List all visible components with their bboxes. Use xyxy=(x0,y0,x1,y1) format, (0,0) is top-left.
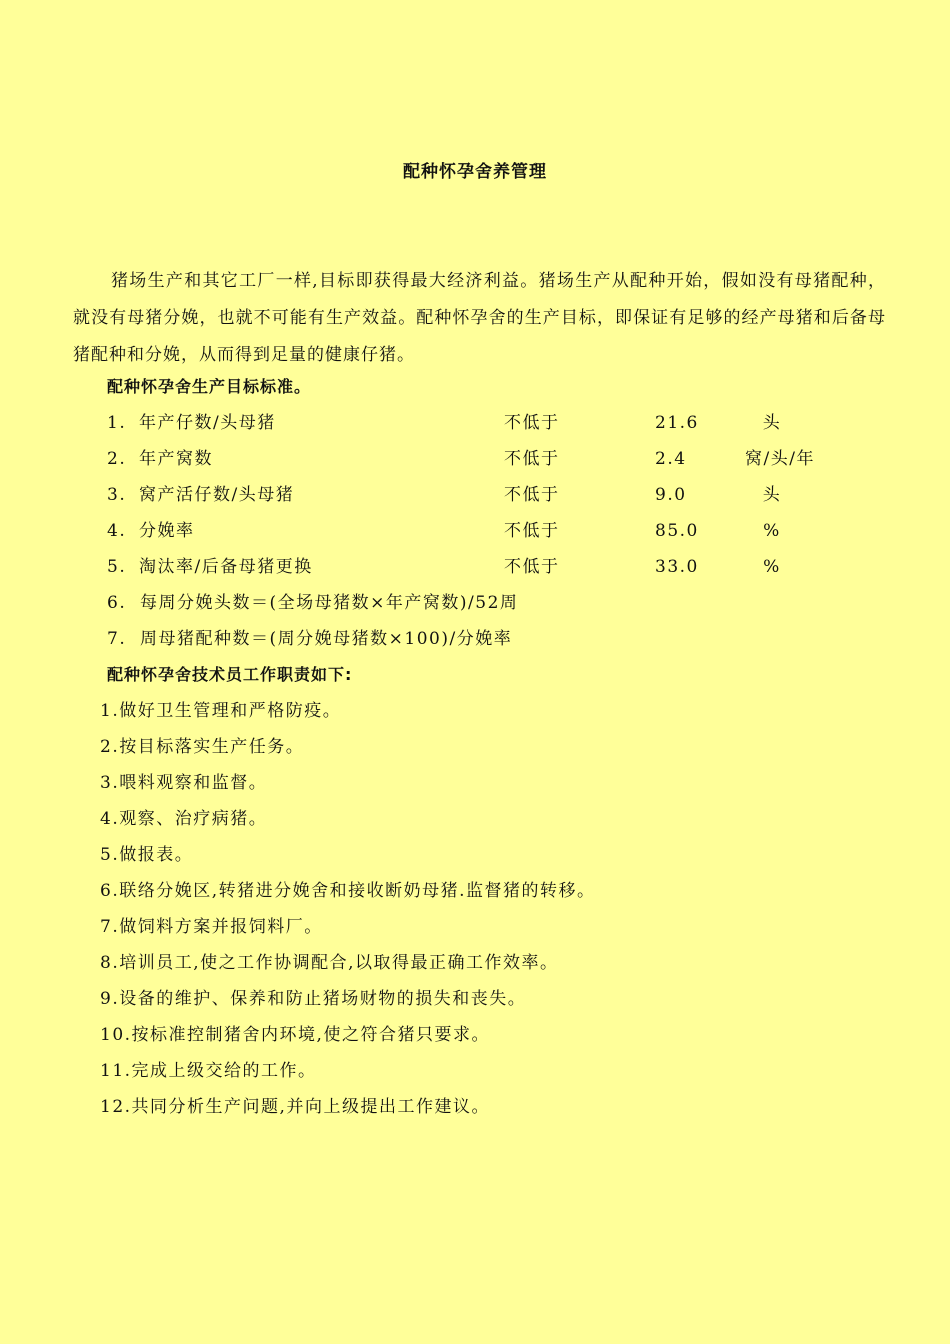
target-label: 分娩率 xyxy=(139,521,195,541)
target-number: 4. xyxy=(107,521,127,541)
target-unit: % xyxy=(763,521,781,541)
duty-item: 5.做报表。 xyxy=(100,845,194,865)
duty-item: 1.做好卫生管理和严格防疫。 xyxy=(100,701,342,721)
duty-item: 4.观察、治疗病猪。 xyxy=(100,809,268,829)
target-value: 21.6 xyxy=(655,413,699,433)
duty-item: 9.设备的维护、保养和防止猪场财物的损失和丧失。 xyxy=(100,989,527,1009)
target-value: 33.0 xyxy=(655,557,699,577)
target-value: 2.4 xyxy=(655,449,687,469)
target-unit: % xyxy=(763,557,781,577)
target-label: 窝产活仔数/头母猪 xyxy=(139,485,295,505)
formula-line: 6. 每周分娩头数＝(全场母猪数×年产窝数)/52周 xyxy=(107,593,519,613)
target-label: 淘汰率/后备母猪更换 xyxy=(139,557,313,577)
target-number: 1. xyxy=(107,413,127,433)
formula-line: 7. 周母猪配种数＝(周分娩母猪数×100)/分娩率 xyxy=(107,629,513,649)
target-unit: 窝/头/年 xyxy=(745,449,815,469)
intro-paragraph: 猪场生产和其它工厂一样,目标即获得最大经济利益。猪场生产从配种开始，假如没有母猪配种，就没有母猪分娩，也就不可能有生产效益。配种怀孕舍的生产目标，即保证有足够的经产母猪和后备母猪配种和分娩，从而得到足量的健康仔猪。 xyxy=(73,271,886,365)
target-value: 9.0 xyxy=(655,485,687,505)
target-label: 年产窝数 xyxy=(139,449,213,469)
target-condition: 不低于 xyxy=(504,413,560,433)
target-number: 5. xyxy=(107,557,127,577)
target-number: 2. xyxy=(107,449,127,469)
targets-heading: 配种怀孕舍生产目标标准。 xyxy=(107,377,312,396)
target-value: 85.0 xyxy=(655,521,699,541)
page-title: 配种怀孕舍养管理 xyxy=(403,162,547,182)
duty-item: 7.做饲料方案并报饲料厂。 xyxy=(100,917,323,937)
target-unit: 头 xyxy=(762,485,782,505)
target-label: 年产仔数/头母猪 xyxy=(139,413,276,433)
target-condition: 不低于 xyxy=(504,557,560,577)
target-unit: 头 xyxy=(762,413,782,433)
duty-item: 10.按标准控制猪舍内环境,使之符合猪只要求。 xyxy=(100,1025,490,1045)
duty-item: 6.联络分娩区,转猪进分娩舍和接收断奶母猪.监督猪的转移。 xyxy=(100,881,596,901)
duty-item: 12.共同分析生产问题,并向上级提出工作建议。 xyxy=(100,1097,490,1117)
duty-item: 11.完成上级交给的工作。 xyxy=(100,1061,317,1081)
target-condition: 不低于 xyxy=(504,521,560,541)
target-condition: 不低于 xyxy=(504,449,560,469)
duty-item: 8.培训员工,使之工作协调配合,以取得最正确工作效率。 xyxy=(100,953,559,973)
duty-item: 2.按目标落实生产任务。 xyxy=(100,737,305,757)
duties-heading: 配种怀孕舍技术员工作职责如下: xyxy=(107,665,353,684)
duty-item: 3.喂料观察和监督。 xyxy=(100,773,268,793)
target-condition: 不低于 xyxy=(504,485,560,505)
target-number: 3. xyxy=(107,485,127,505)
